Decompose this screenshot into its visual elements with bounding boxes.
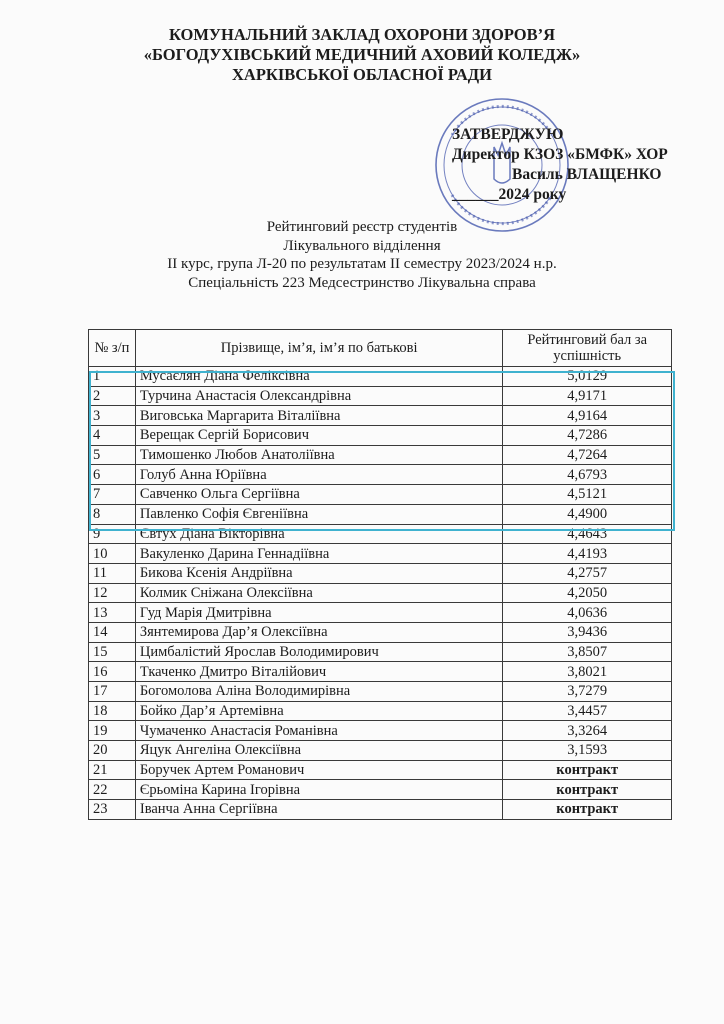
header-line-2: «БОГОДУХІВСЬКИЙ МЕДИЧНИЙ АХОВИЙ КОЛЕДЖ» — [143, 45, 581, 64]
student-name: Євтух Діана Вікторівна — [135, 524, 503, 544]
rating-score: 3,1593 — [503, 741, 672, 761]
student-name: Верещак Сергій Борисович — [135, 426, 503, 446]
approval-line-2: Директор КЗОЗ «БМФК» ХОР — [452, 146, 668, 163]
student-name: Тимошенко Любов Анатоліївна — [135, 445, 503, 465]
rating-score: 3,9436 — [503, 622, 672, 642]
row-number: 13 — [89, 603, 136, 623]
student-name: Вакуленко Дарина Геннадіївна — [135, 544, 503, 564]
rating-score: контракт — [503, 780, 672, 800]
row-number: 8 — [89, 504, 136, 524]
table-row — [89, 426, 672, 446]
student-name: Бойко Дар’я Артемівна — [135, 701, 503, 721]
rating-score: 3,4457 — [503, 701, 672, 721]
rating-score: 4,6793 — [503, 465, 672, 485]
student-name: Чумаченко Анастасія Романівна — [135, 721, 503, 741]
table-row — [89, 780, 672, 800]
row-number: 4 — [89, 426, 136, 446]
student-name: Цимбалістий Ярослав Володимирович — [135, 642, 503, 662]
rating-score: 4,5121 — [503, 485, 672, 505]
student-name: Гуд Марія Дмитрівна — [135, 603, 503, 623]
student-name: Савченко Ольга Сергіївна — [135, 485, 503, 505]
rating-score: 5,0129 — [503, 367, 672, 387]
title-line-3: ІІ курс, група Л-20 по результатам ІІ семестру 2023/2024 н.р. — [167, 256, 557, 272]
table-row — [89, 485, 672, 505]
title-line-2: Лікувального відділення — [283, 237, 441, 254]
student-name: Виговська Маргарита Віталіївна — [135, 406, 503, 426]
rating-table — [88, 329, 672, 820]
rating-score: 4,9171 — [503, 386, 672, 406]
student-name: Колмик Сніжана Олексіївна — [135, 583, 503, 603]
title-line-4: Спеціальність 223 Медсестринство Лікувальна справа — [188, 274, 536, 291]
table-row — [89, 741, 672, 761]
header-line-1: КОМУНАЛЬНИЙ ЗАКЛАД ОХОРОНИ ЗДОРОВ’Я — [168, 25, 556, 44]
column-header-number: № з/п — [89, 330, 136, 367]
table-row — [89, 642, 672, 662]
rating-score: 4,2757 — [503, 563, 672, 583]
table-row — [89, 465, 672, 485]
rating-score: 3,8021 — [503, 662, 672, 682]
row-number: 1 — [89, 367, 136, 387]
approval-line-1: ЗАТВЕРДЖУЮ — [452, 126, 564, 143]
table-row — [89, 800, 672, 820]
rating-score: 4,9164 — [503, 406, 672, 426]
row-number: 12 — [89, 583, 136, 603]
row-number: 14 — [89, 622, 136, 642]
table-row — [89, 622, 672, 642]
approval-line-4: ______2024 року — [452, 186, 567, 203]
student-name: Павленко Софія Євгеніївна — [135, 504, 503, 524]
row-number: 16 — [89, 662, 136, 682]
row-number: 17 — [89, 682, 136, 702]
rating-score: 3,8507 — [503, 642, 672, 662]
row-number: 7 — [89, 485, 136, 505]
table-row — [89, 760, 672, 780]
row-number: 23 — [89, 800, 136, 820]
table-row — [89, 386, 672, 406]
table-row — [89, 445, 672, 465]
row-number: 18 — [89, 701, 136, 721]
rating-score: 3,3264 — [503, 721, 672, 741]
row-number: 20 — [89, 741, 136, 761]
institution-header — [0, 25, 724, 85]
rating-score: 4,7264 — [503, 445, 672, 465]
table-row — [89, 406, 672, 426]
student-name: Голуб Анна Юріївна — [135, 465, 503, 485]
table-body — [89, 367, 672, 820]
row-number: 2 — [89, 386, 136, 406]
student-name: Єрьоміна Карина Ігорівна — [135, 780, 503, 800]
document-title — [0, 218, 724, 292]
row-number: 11 — [89, 563, 136, 583]
student-name: Боручек Артем Романович — [135, 760, 503, 780]
approval-line-3: Василь ВЛАЩЕНКО — [512, 166, 662, 183]
student-name: Мусаєлян Діана Феліксівна — [135, 367, 503, 387]
row-number: 6 — [89, 465, 136, 485]
rating-score: 4,7286 — [503, 426, 672, 446]
table-row — [89, 682, 672, 702]
table-row — [89, 524, 672, 544]
student-name: Ткаченко Дмитро Віталійович — [135, 662, 503, 682]
rating-score: 3,7279 — [503, 682, 672, 702]
table-row — [89, 367, 672, 387]
student-name: Зянтемирова Дар’я Олексіївна — [135, 622, 503, 642]
approval-block — [452, 125, 712, 205]
table-row — [89, 544, 672, 564]
column-header-name: Прізвище, ім’я, ім’я по батькові — [135, 330, 503, 367]
table-row — [89, 721, 672, 741]
row-number: 21 — [89, 760, 136, 780]
title-line-1: Рейтинговий реєстр студентів — [266, 219, 458, 235]
table-row — [89, 701, 672, 721]
rating-score: контракт — [503, 800, 672, 820]
student-name: Бикова Ксенія Андріївна — [135, 563, 503, 583]
table-row — [89, 563, 672, 583]
row-number: 19 — [89, 721, 136, 741]
student-name: Іванча Анна Сергіївна — [135, 800, 503, 820]
table-row — [89, 662, 672, 682]
row-number: 5 — [89, 445, 136, 465]
student-name: Богомолова Аліна Володимирівна — [135, 682, 503, 702]
rating-score: 4,4193 — [503, 544, 672, 564]
row-number: 10 — [89, 544, 136, 564]
rating-score: 4,4900 — [503, 504, 672, 524]
row-number: 15 — [89, 642, 136, 662]
column-header-score: Рейтинговий бал за успішність — [503, 330, 672, 367]
rating-score: 4,0636 — [503, 603, 672, 623]
table-row — [89, 583, 672, 603]
student-name: Турчина Анастасія Олександрівна — [135, 386, 503, 406]
table-header-row — [89, 330, 672, 367]
row-number: 3 — [89, 406, 136, 426]
table-row — [89, 504, 672, 524]
header-line-3: ХАРКІВСЬКОЇ ОБЛАСНОЇ РАДИ — [232, 65, 492, 84]
table-row — [89, 603, 672, 623]
student-name: Яцук Ангеліна Олексіївна — [135, 741, 503, 761]
row-number: 9 — [89, 524, 136, 544]
rating-score: контракт — [503, 760, 672, 780]
row-number: 22 — [89, 780, 136, 800]
rating-score: 4,2050 — [503, 583, 672, 603]
rating-score: 4,4643 — [503, 524, 672, 544]
